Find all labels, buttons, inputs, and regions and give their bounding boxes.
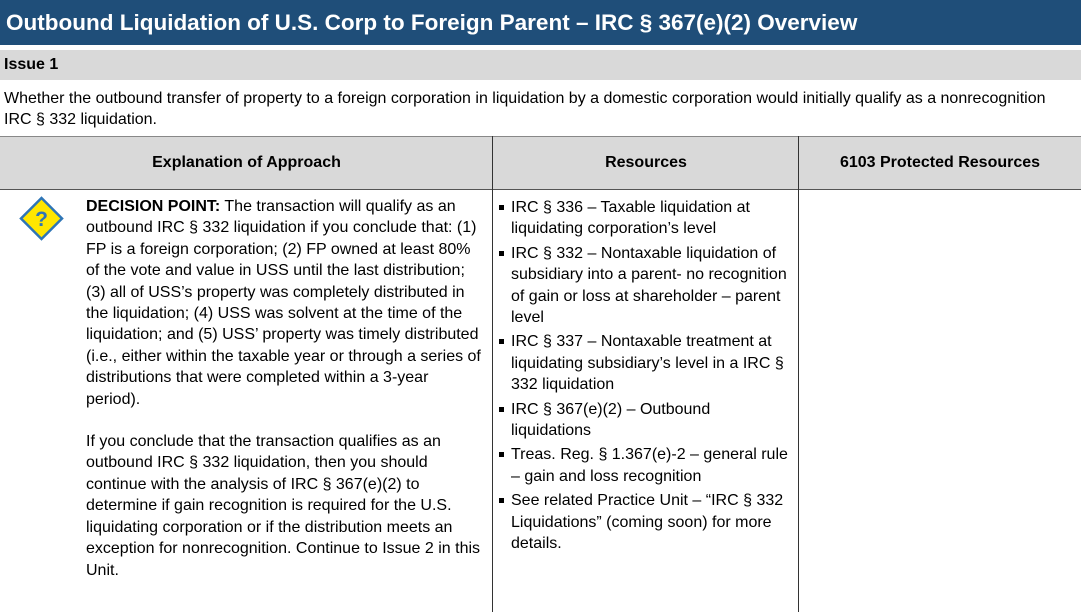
question-mark-glyph: ?	[35, 208, 48, 231]
protected-resources-cell	[799, 190, 1081, 612]
decision-point-label: DECISION POINT:	[86, 198, 221, 215]
column-header-resources: Resources	[605, 154, 687, 171]
resource-item: Treas. Reg. § 1.367(e)-2 – general rule – gain and loss recognition	[497, 444, 793, 487]
question-diamond-icon	[19, 196, 64, 241]
column-divider-1	[492, 136, 493, 612]
table-header-row	[0, 136, 1081, 190]
explanation-cell	[86, 196, 484, 581]
resource-item: See related Practice Unit – “IRC § 332 Liquidations” (coming soon) for more details.	[497, 490, 793, 554]
page-title: Outbound Liquidation of U.S. Corp to Foreign Parent – IRC § 367(e)(2) Overview	[0, 0, 1081, 45]
issue-description: Whether the outbound transfer of property to a foreign corporation in liquidation by a domestic corporation would initially qualify as a nonrecognition IRC § 332 liquidation.	[4, 90, 1046, 128]
resource-item: IRC § 332 – Nontaxable liquidation of subsidiary into a parent- no recognition of gain or loss at shareholder – parent level	[497, 243, 793, 329]
decision-point-text: The transaction will qualify as an outbound IRC § 332 liquidation if you conclude that: (1) FP is a foreign corporation; (2) FP owned at least 80% of the vote and value in USS until the last distribution; (3) all of USS’s property was completely distributed in the liquidation; (4) USS was solvent at the time of the liquidation; and (5) USS’ property was timely distributed (i.e., either within the taxable year or through a series of distributions that were completed within a 3-year period).	[86, 198, 481, 408]
issue-label: Issue 1	[0, 50, 1081, 80]
column-header-protected-resources: 6103 Protected Resources	[839, 154, 1041, 171]
resources-list	[497, 197, 793, 555]
resource-item: IRC § 336 – Taxable liquidation at liquidating corporation’s level	[497, 197, 793, 240]
resource-item: IRC § 367(e)(2) – Outbound liquidations	[497, 399, 793, 442]
explanation-paragraph-2: If you conclude that the transaction qualifies as an outbound IRC § 332 liquidation, then you should continue with the analysis of IRC § 367(e)(2) to determine if gain recognition is required for the U.S. liquidating corporation or if the distribution meets an exception for nonrecognition. Continue to Issue 2 in this Unit.	[86, 433, 481, 579]
column-header-explanation: Explanation of Approach	[152, 154, 341, 171]
resources-cell	[497, 197, 793, 558]
decision-point-paragraph	[86, 196, 484, 410]
resource-item: IRC § 337 – Nontaxable treatment at liquidating subsidiary’s level in a IRC § 332 liquidation	[497, 331, 793, 395]
